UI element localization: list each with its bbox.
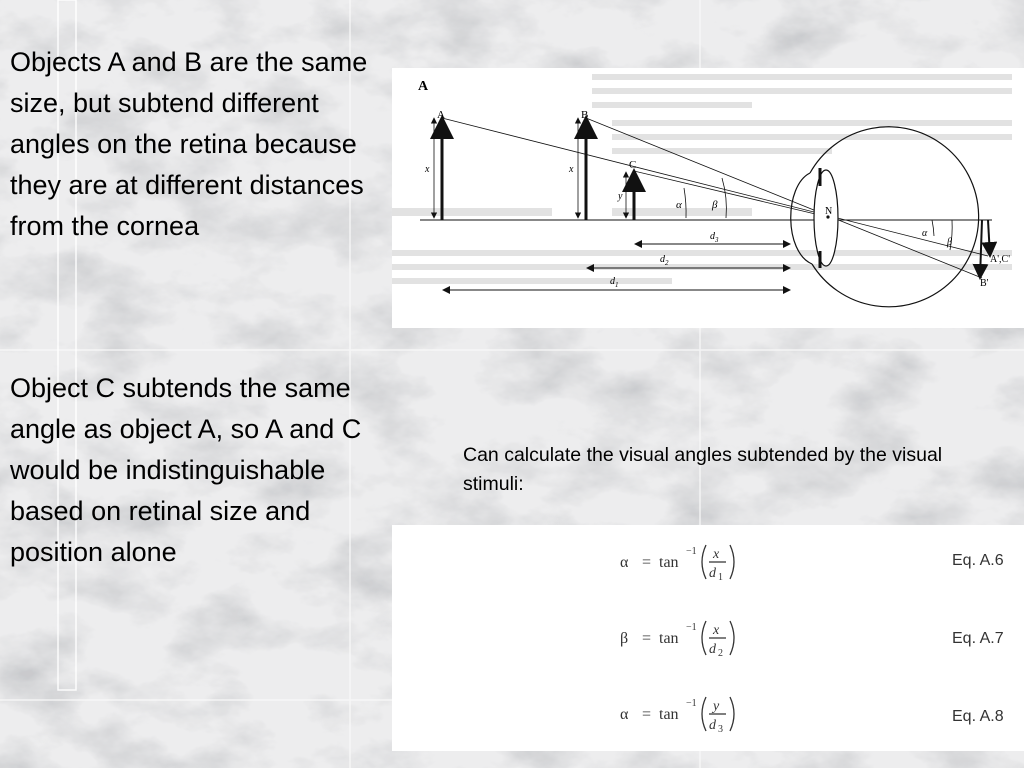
height-a-label: x — [425, 164, 430, 175]
svg-text:=: = — [642, 706, 652, 723]
svg-text:d: d — [709, 642, 716, 657]
nodal-point-label: N — [825, 206, 833, 217]
svg-text:tan: tan — [659, 630, 679, 647]
svg-text:=: = — [642, 630, 652, 647]
svg-text:−1: −1 — [686, 698, 697, 709]
svg-text:1: 1 — [718, 572, 723, 583]
equation-a8-formula — [614, 687, 814, 747]
svg-text:α: α — [620, 706, 629, 723]
svg-text:tan: tan — [659, 554, 679, 571]
svg-text:β: β — [620, 630, 629, 647]
svg-text:=: = — [642, 554, 652, 571]
svg-text:−1: −1 — [686, 546, 697, 557]
svg-text:2: 2 — [718, 648, 723, 659]
object-c-label: C — [629, 159, 637, 171]
object-a-label: A — [437, 109, 445, 121]
svg-text:d: d — [709, 566, 716, 581]
d2-label: $d_2$ — [660, 254, 669, 267]
svg-text:α: α — [620, 554, 629, 571]
equation-a7-formula — [614, 611, 814, 671]
svg-text:−1: −1 — [686, 622, 697, 633]
angle-beta-label: β — [712, 199, 718, 211]
diagram-svg — [392, 68, 1024, 328]
svg-text:3: 3 — [718, 724, 723, 735]
svg-text:x: x — [713, 547, 720, 562]
svg-text:x: x — [713, 623, 720, 638]
equations-panel — [392, 525, 1024, 751]
angle-alpha-label: α — [676, 199, 682, 211]
image-b-label: B' — [980, 278, 989, 289]
eye-beta-label: β — [947, 237, 952, 248]
paragraph-objects-a-b: Objects A and B are the same size, but subtend different angles on the retina because they are at different distances from the cornea — [10, 47, 368, 241]
visual-angle-diagram — [392, 68, 1024, 328]
height-b-label: x — [569, 164, 574, 175]
d3-label: $d_3$ — [710, 231, 719, 244]
equation-a6-formula — [614, 535, 814, 595]
object-b-label: B — [581, 109, 589, 121]
equation-a8 — [392, 687, 1024, 747]
eye-alpha-label: α — [922, 228, 928, 239]
equation-a6 — [392, 535, 1024, 595]
svg-text:tan: tan — [659, 706, 679, 723]
equation-a6-label: Eq. A.6 — [952, 552, 1004, 569]
d1-label: $d_1$ — [610, 276, 619, 289]
svg-text:d: d — [709, 718, 716, 733]
height-c-label: y — [618, 191, 623, 202]
equation-a7 — [392, 611, 1024, 671]
paragraph-object-c: Object C subtends the same angle as object A, so A and C would be indistinguishable based on retinal size and position alone — [10, 373, 362, 567]
image-ac-label: A',C' — [990, 254, 1010, 265]
calculation-intro: Can calculate the visual angles subtended by the visual stimuli: — [463, 444, 943, 495]
figure-label: A — [418, 79, 429, 94]
equation-a7-label: Eq. A.7 — [952, 630, 1004, 647]
equation-a8-label: Eq. A.8 — [952, 708, 1004, 725]
svg-text:y: y — [713, 699, 720, 714]
